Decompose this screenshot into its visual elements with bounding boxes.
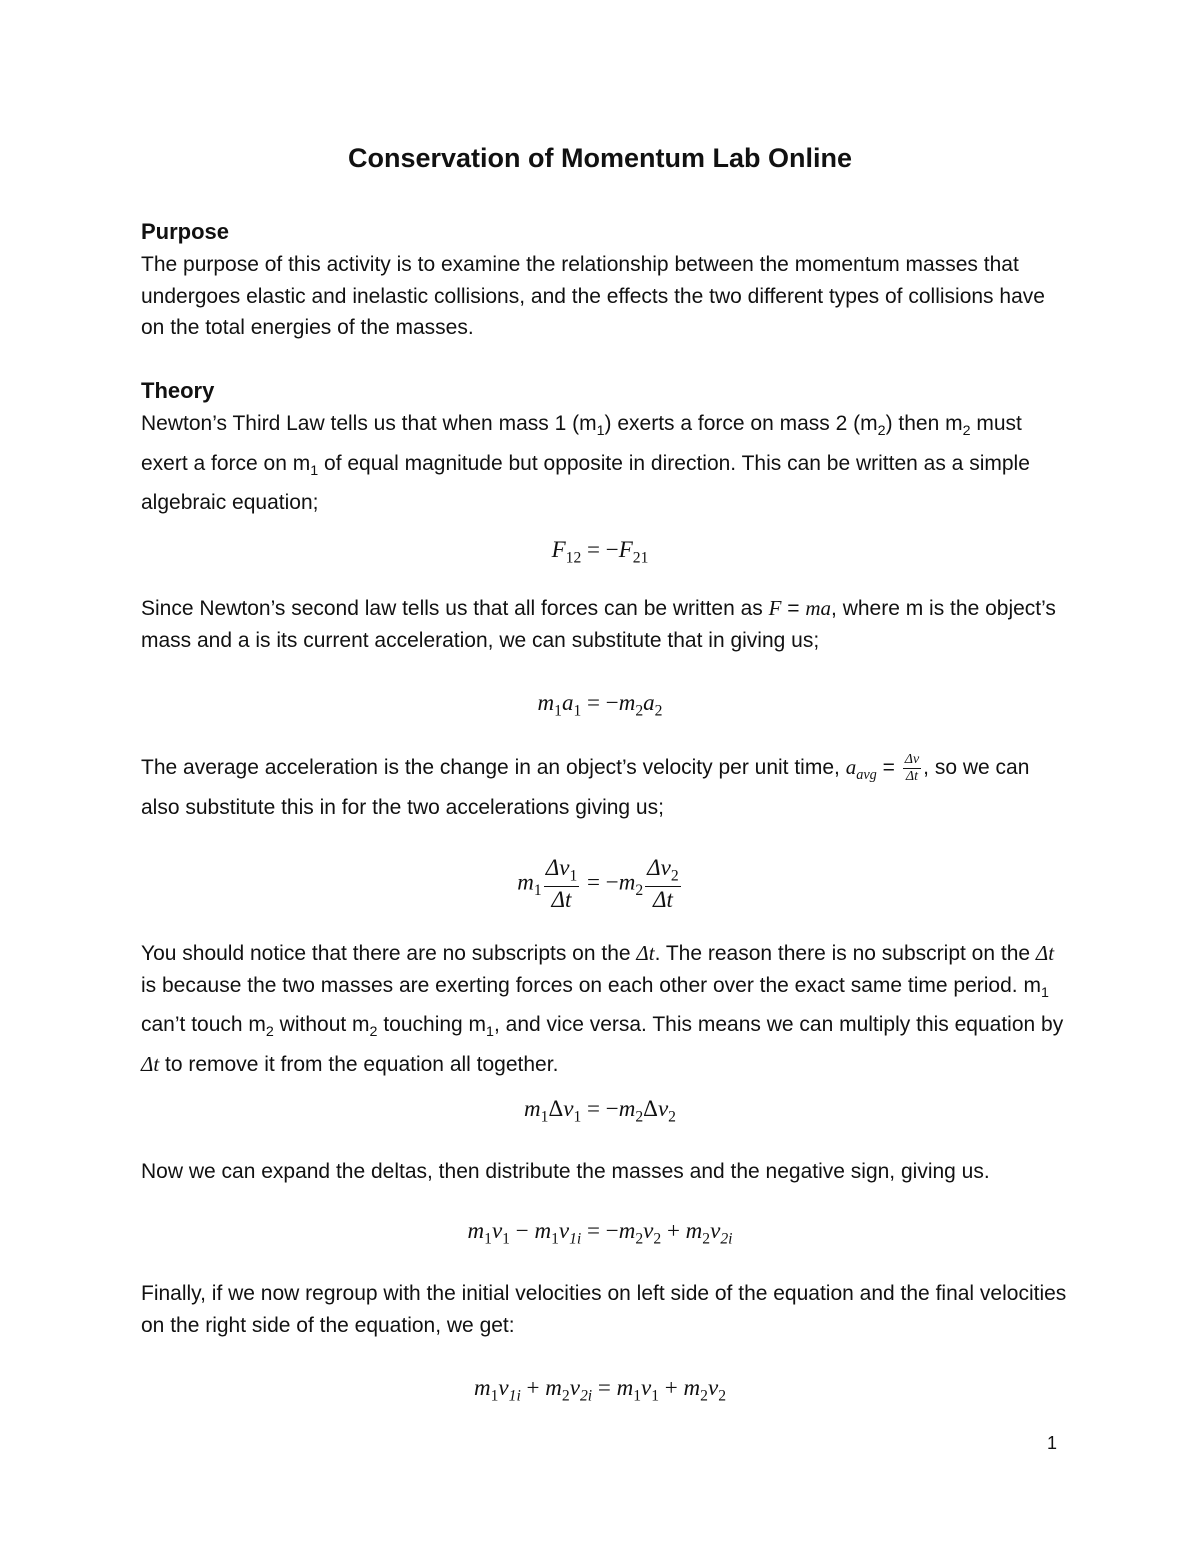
p4-text-c: is because the two masses are exerting forces on each other over the exact same time period. m xyxy=(141,973,1041,997)
theory-paragraph-average-acceleration: The average acceleration is the change in an object’s velocity per unit time, $a_{avg}$ = $\frac{\Delta v}{\Delta t}$ , so we can also substitute this in for the two accelerations giving us; xyxy=(141,752,1030,819)
theory-paragraph-subscripts: You should notice that there are no subscripts on the Δt. The reason there is no subscript on the Δt is because the two masses are exerting forces on each other over the exact same time period. $m_1$ can’t touch $m_2$ without $m_2$ touching $m_1$, and vice versa. This means we can multiply this equation by Δt to remove it from the equation all together. xyxy=(141,941,1064,1076)
p1-text-d: must exert a force on m xyxy=(141,412,1022,475)
p2-text-b: , where m is the object’s mass and a is its current acceleration, we can substitute that in giving us; xyxy=(141,597,1056,652)
equation-force-pair: $F_{12} = -F_{21}$ xyxy=(551,537,649,567)
equation-conservation-of-momentum: $m_1v_{1i} + m_2v_{2i} = m_1v_1 + m_2v_2$ xyxy=(473,1375,726,1405)
p4-text-f: touching m xyxy=(377,1013,487,1037)
p3-text-b: , so we can also substitute this in for the two accelerations giving us; xyxy=(141,756,1030,819)
page-number: 1 xyxy=(1047,1433,1058,1453)
theory-paragraph-expand: Now we can expand the deltas, then distribute the masses and the negative sign, giving us. xyxy=(141,1160,990,1183)
p4-text-a: You should notice that there are no subscripts on the xyxy=(141,942,637,965)
p1-text-b: ) exerts a force on mass 2 (m xyxy=(604,412,878,435)
p2-text-a: Since Newton’s second law tells us that all forces can be written as xyxy=(141,597,769,620)
theory-paragraph-regroup: Finally, if we now regroup with the initial velocities on left side of the equation and the final velocities on the right side of the equation, we get: xyxy=(141,1282,1067,1337)
theory-paragraph-second-law: Since Newton’s second law tells us that all forces can be written as F = ma, where m is the object’s mass and a is its current acceleration, we can substitute that in giving us; xyxy=(141,596,1056,652)
equation-delta-momentum: $m_1\Delta v_1 = -m_2\Delta v_2$ xyxy=(524,1096,676,1126)
p4-text-h: to remove it from the equation all together. xyxy=(159,1052,559,1076)
p4-text-g: , and vice versa. This means we can multiply this equation by xyxy=(493,1013,1064,1037)
theory-heading: Theory xyxy=(141,378,215,403)
theory-paragraph-third-law: Newton’s Third Law tells us that when mass 1 $(m_1)$ exerts a force on mass 2 $(m_2)$ then $m_2$ must exert a force on $m_1$ of equal magnitude but opposite in direction. This can be written as a simple algebraic equation; xyxy=(141,412,1030,515)
equation-expanded: $m_1v_1 - m_1v_{1i} = -m_2v_2 + m_2v_{2i}$ xyxy=(467,1218,733,1248)
p1-text-a: Newton’s Third Law tells us that when mass 1 (m xyxy=(141,412,597,435)
p4-text-b: . The reason there is no subscript on the xyxy=(654,942,1036,965)
p3-text-a: The average acceleration is the change in an object’s velocity per unit time, xyxy=(141,756,846,780)
equation-mass-acceleration: $m_1a_1 = -m_2a_2$ xyxy=(537,690,663,720)
equation-delta-velocity-fraction: $m_1$ $\frac{\Delta v_1}{\Delta t}$ = $-m_2$ $\frac{\Delta v_2}{\Delta t}$ xyxy=(517,855,679,912)
p1-text-c: ) then m xyxy=(885,412,963,435)
document-title: Conservation of Momentum Lab Online xyxy=(347,143,853,173)
p4-text-d: can’t touch m xyxy=(141,1013,266,1037)
p4-text-e: without m xyxy=(273,1013,370,1037)
p1-text-e: of equal magnitude but opposite in direction. This can be written as a simple algebraic equation; xyxy=(141,451,1030,515)
purpose-heading: Purpose xyxy=(141,219,230,244)
purpose-paragraph: The purpose of this activity is to examine the relationship between the momentum masses that undergoes elastic and inelastic collisions, and the effects the two different types of collisions have on the total energies of the masses. xyxy=(141,253,1045,339)
